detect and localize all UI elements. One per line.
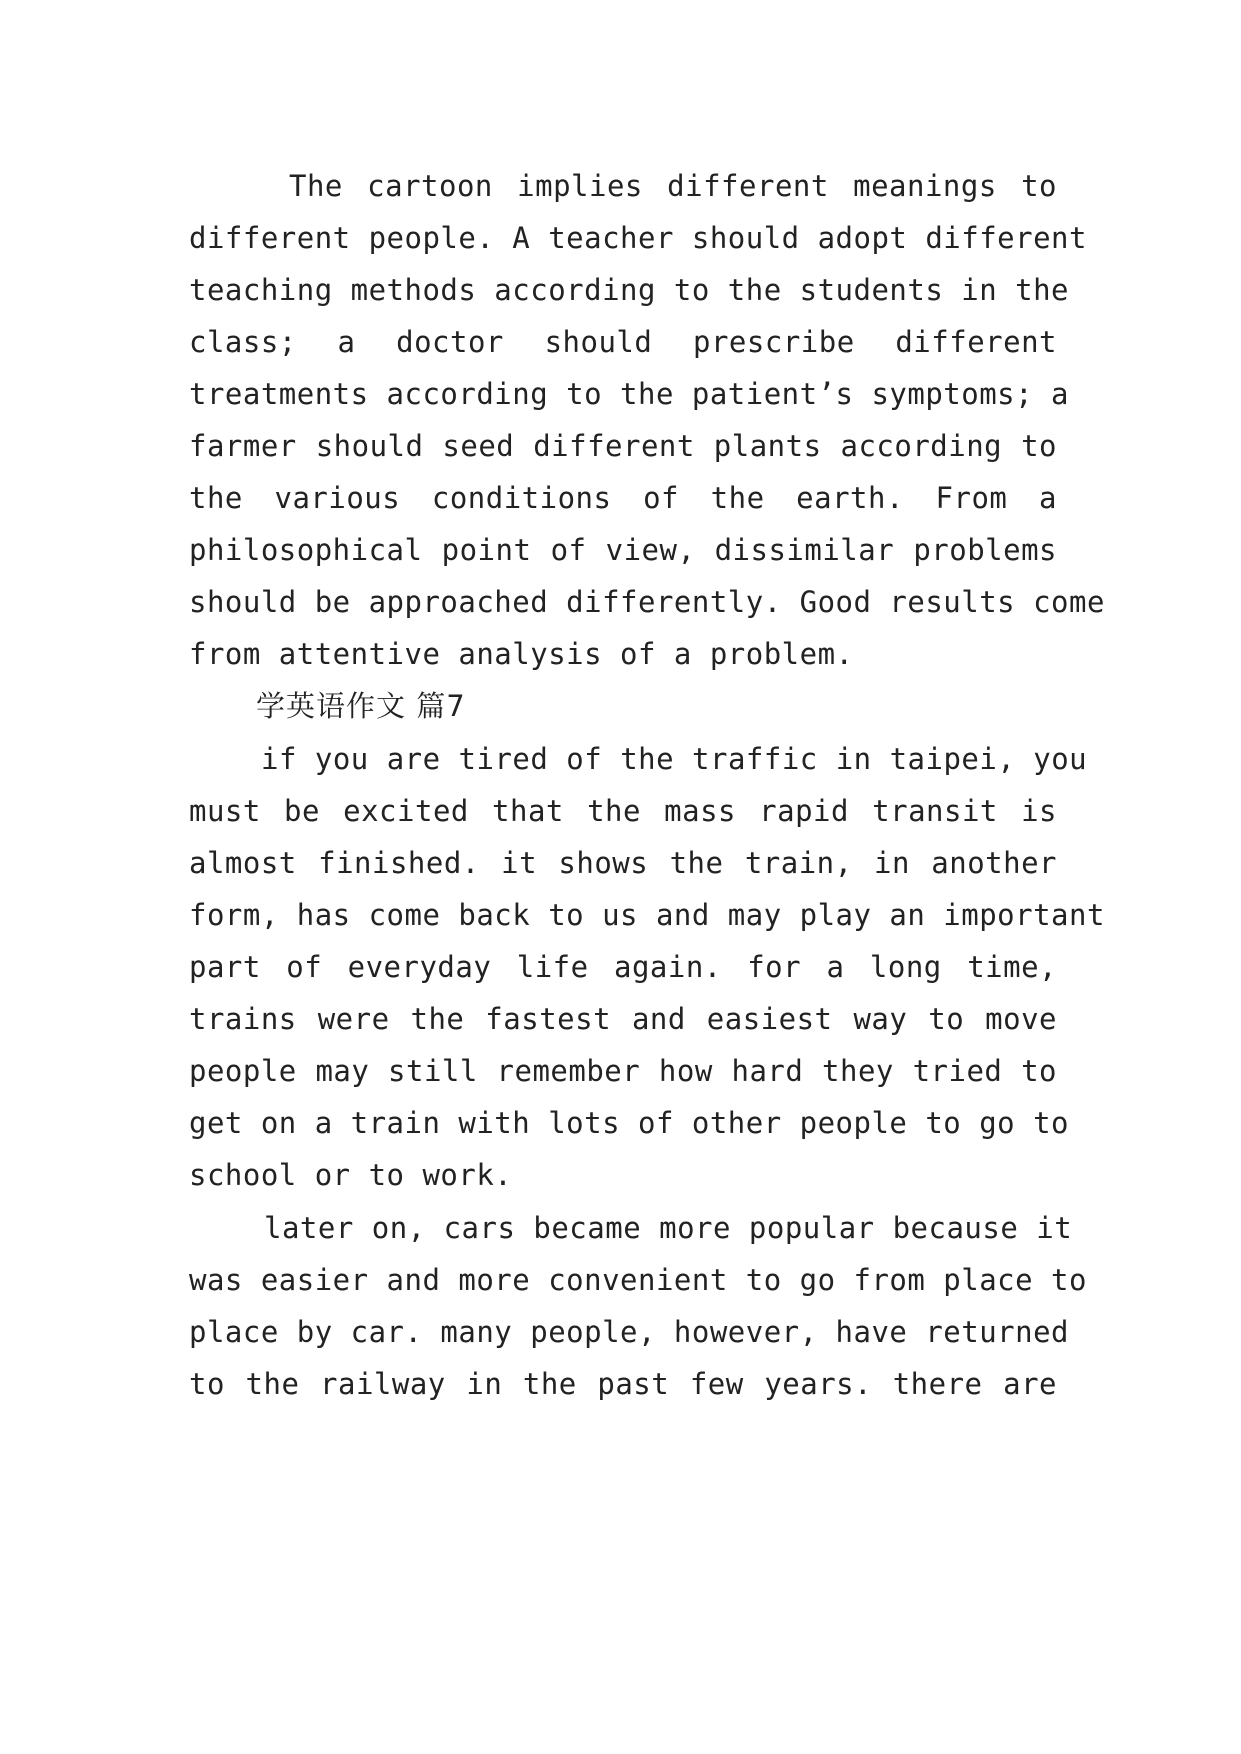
text-line: class; a doctor should prescribe different bbox=[189, 325, 1057, 359]
text-line: school or to work. bbox=[189, 1158, 513, 1192]
text-line: philosophical point of view, dissimilar problems bbox=[189, 533, 1057, 567]
text-line: different people. A teacher should adopt different bbox=[189, 221, 1087, 255]
text-line: farmer should seed different plants according to bbox=[189, 429, 1057, 463]
text-line: if you are tired of the traffic in taipei, you bbox=[261, 742, 1088, 776]
text-line: the various conditions of the earth. From a bbox=[189, 481, 1057, 515]
text-line: should be approached differently. Good results come bbox=[189, 585, 1105, 619]
text-line: teaching methods according to the students in the bbox=[189, 273, 1070, 307]
text-line: almost finished. it shows the train, in another bbox=[189, 846, 1057, 880]
text-line: The cartoon implies different meanings to bbox=[289, 169, 1057, 203]
text-line: people may still remember how hard they tried to bbox=[189, 1054, 1057, 1088]
section-heading: 学英语作文 篇7 bbox=[256, 689, 466, 723]
text-line: form, has come back to us and may play an important bbox=[189, 898, 1105, 932]
text-line: must be excited that the mass rapid transit is bbox=[189, 794, 1057, 828]
text-line: treatments according to the patient’s symptoms; a bbox=[189, 377, 1070, 411]
text-line: trains were the fastest and easiest way to move bbox=[189, 1002, 1057, 1036]
text-line: get on a train with lots of other people to go to bbox=[189, 1106, 1070, 1140]
text-line: from attentive analysis of a problem. bbox=[189, 637, 854, 671]
text-line: was easier and more convenient to go from place to bbox=[189, 1263, 1087, 1297]
text-line: place by car. many people, however, have returned bbox=[189, 1315, 1070, 1349]
text-line: later on, cars became more popular because it bbox=[264, 1211, 1073, 1245]
text-line: to the railway in the past few years. there are bbox=[189, 1367, 1057, 1401]
text-line: part of everyday life again. for a long time, bbox=[189, 950, 1057, 984]
